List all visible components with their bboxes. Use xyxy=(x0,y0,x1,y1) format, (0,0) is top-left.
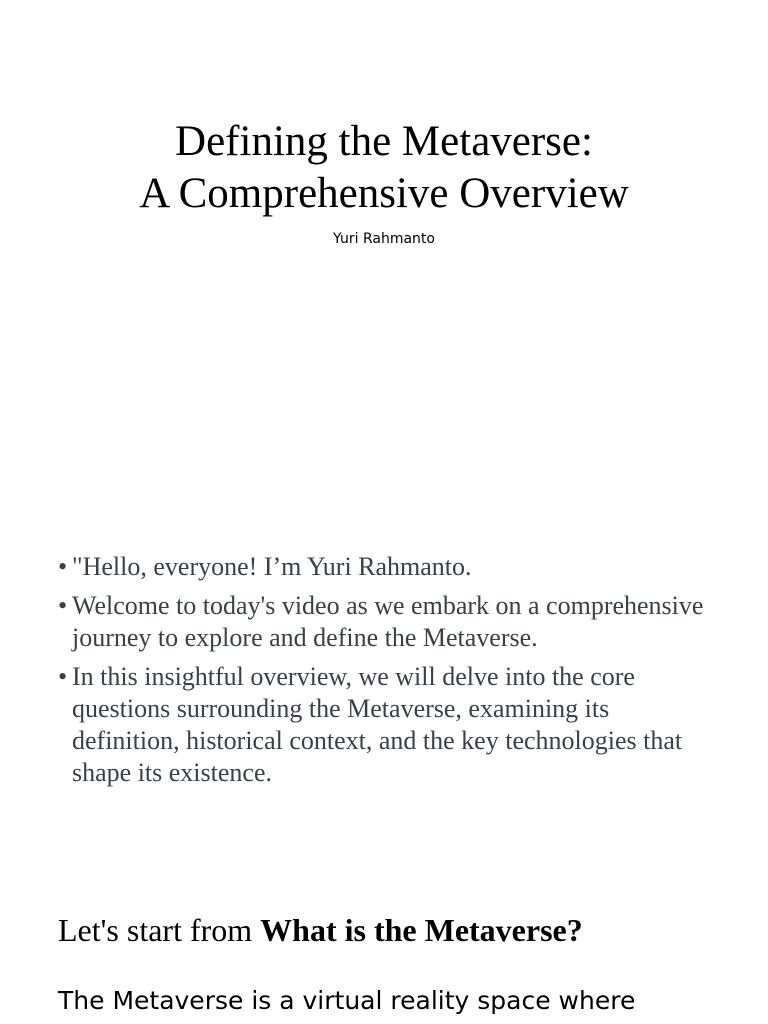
bullet-text: "Hello, everyone! I’m Yuri Rahmanto. xyxy=(72,552,472,581)
section-heading xyxy=(58,910,738,950)
bullet-text: Welcome to today's video as we embark on a comprehensive journey to explore and define the Metaverse. xyxy=(72,591,704,652)
bullet-list xyxy=(58,551,708,796)
slide-title xyxy=(0,116,768,220)
author-name: Yuri Rahmanto xyxy=(333,231,435,247)
title-line-2: A Comprehensive Overview xyxy=(139,170,629,217)
bullet-item xyxy=(58,551,708,583)
bullet-marker: • xyxy=(58,591,68,620)
bullet-text: In this insightful overview, we will delve into the core questions surrounding the Metaverse, examining its definition, historical context, and the key technologies that shape its existence. xyxy=(72,662,683,787)
section-heading-plain: Let's start from xyxy=(58,912,261,948)
bullet-marker: • xyxy=(58,552,68,581)
section-heading-bold: What is the Metaverse? xyxy=(260,912,583,948)
title-line-1: Defining the Metaverse: xyxy=(175,118,593,165)
bullet-item xyxy=(58,590,708,654)
bullet-item xyxy=(58,661,708,789)
section-body: The Metaverse is a virtual reality space where xyxy=(58,986,636,1015)
bullet-marker: • xyxy=(58,662,68,691)
